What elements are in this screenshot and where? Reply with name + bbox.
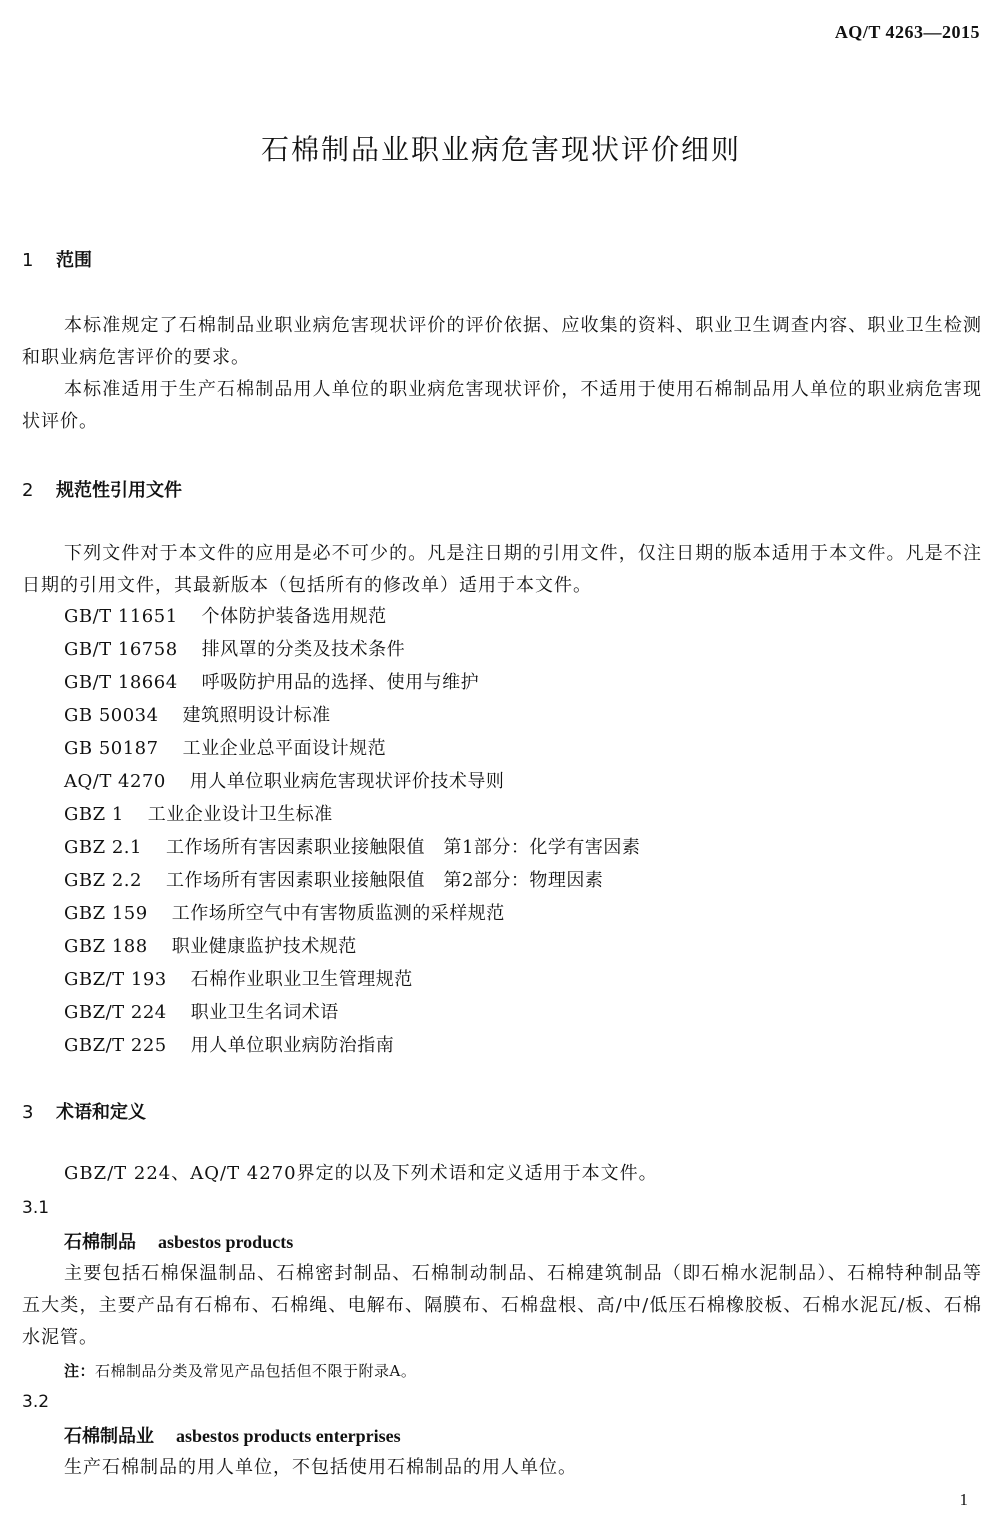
reference-title: 石棉作业职业卫生管理规范 — [190, 969, 413, 990]
reference-code: GBZ 2.2 — [64, 870, 142, 891]
section-3-paragraph-1: GBZ/T 224、AQ/T 4270界定的以及下列术语和定义适用于本文件。 — [64, 1163, 658, 1184]
reference-item — [64, 864, 603, 897]
term-3-1-definition: 主要包括石棉保温制品、石棉密封制品、石棉制动制品、石棉建筑制品（即石棉水泥制品）、石棉特种制品等五大类，主要产品有石棉布、石棉绳、电解布、隔膜布、石棉盘根、高/中/低压石棉橡胶板、石棉水泥瓦/板、石棉水泥管。 — [22, 1263, 982, 1348]
reference-code: GBZ/T 225 — [64, 1035, 167, 1056]
section-title: 规范性引用文件 — [56, 480, 182, 501]
section-title: 范围 — [56, 250, 92, 271]
section-1-heading — [22, 246, 92, 272]
standard-code: AQ/T 4263—2015 — [834, 22, 980, 42]
page-number: 1 — [959, 1490, 968, 1509]
section-3-heading — [22, 1098, 146, 1124]
term-chinese: 石棉制品业 — [64, 1426, 154, 1447]
reference-title: 呼吸防护用品的选择、使用与维护 — [201, 672, 480, 693]
reference-title: 用人单位职业病危害现状评价技术导则 — [189, 771, 505, 792]
reference-item — [64, 1029, 394, 1062]
reference-title: 工作场所有害因素职业接触限值 第2部分：物理因素 — [165, 870, 604, 891]
reference-code: GB 50187 — [64, 738, 159, 759]
reference-code: GB/T 18664 — [64, 672, 178, 693]
reference-code: GBZ/T 224 — [64, 1002, 167, 1023]
reference-item — [64, 897, 505, 930]
reference-item — [64, 798, 333, 831]
reference-item — [64, 699, 331, 732]
reference-item — [64, 600, 387, 633]
reference-title: 工作场所有害因素职业接触限值 第1部分：化学有害因素 — [165, 837, 641, 858]
term-3-2-definition: 生产石棉制品的用人单位，不包括使用石棉制品的用人单位。 — [64, 1457, 577, 1478]
term-english: asbestos products — [158, 1232, 294, 1252]
term-english: asbestos products enterprises — [176, 1426, 401, 1446]
reference-title: 用人单位职业病防治指南 — [190, 1035, 395, 1056]
reference-title: 职业健康监护技术规范 — [171, 936, 357, 957]
term-3-2-number: 3.2 — [22, 1392, 50, 1412]
reference-title: 工作场所空气中有害物质监测的采样规范 — [171, 903, 505, 924]
section-2-heading — [22, 476, 182, 502]
reference-code: GBZ 159 — [64, 903, 148, 924]
reference-item — [64, 963, 413, 996]
term-3-1-number: 3.1 — [22, 1198, 50, 1218]
reference-title: 建筑照明设计标准 — [182, 705, 331, 726]
reference-item — [64, 831, 640, 864]
reference-item — [64, 765, 504, 798]
reference-code: GB/T 11651 — [64, 606, 178, 627]
section-title: 术语和定义 — [56, 1102, 146, 1123]
reference-title: 个体防护装备选用规范 — [201, 606, 387, 627]
reference-item — [64, 930, 357, 963]
document-title: 石棉制品业职业病危害现状评价细则 — [260, 133, 741, 166]
section-2-paragraph-1: 下列文件对于本文件的应用是必不可少的。凡是注日期的引用文件，仅注日期的版本适用于本文件。凡是不注日期的引用文件，其最新版本（包括所有的修改单）适用于本文件。 — [22, 543, 982, 596]
term-3-2-heading — [64, 1422, 401, 1448]
reference-code: GBZ 188 — [64, 936, 148, 957]
note-label: 注： — [64, 1362, 96, 1380]
section-1-paragraph-1: 本标准规定了石棉制品业职业病危害现状评价的评价依据、应收集的资料、职业卫生调查内容、职业卫生检测和职业病危害评价的要求。 — [22, 315, 982, 368]
reference-item — [64, 732, 386, 765]
note-text: 石棉制品分类及常见产品包括但不限于附录A。 — [95, 1362, 417, 1380]
reference-code: GB/T 16758 — [64, 639, 178, 660]
reference-item — [64, 633, 405, 666]
term-3-1-heading — [64, 1228, 293, 1254]
section-number: 1 — [22, 250, 34, 271]
section-number: 3 — [22, 1102, 34, 1123]
reference-code: GB 50034 — [64, 705, 159, 726]
reference-title: 职业卫生名词术语 — [190, 1002, 339, 1023]
reference-title: 工业企业总平面设计规范 — [182, 738, 387, 759]
reference-code: GBZ/T 193 — [64, 969, 167, 990]
reference-title: 工业企业设计卫生标准 — [147, 804, 333, 825]
reference-item — [64, 666, 479, 699]
reference-title: 排风罩的分类及技术条件 — [201, 639, 406, 660]
reference-code: GBZ 2.1 — [64, 837, 142, 858]
term-3-1-note — [64, 1360, 416, 1381]
reference-code: AQ/T 4270 — [64, 771, 166, 792]
section-1-paragraph-2: 本标准适用于生产石棉制品用人单位的职业病危害现状评价，不适用于使用石棉制品用人单位的职业病危害现状评价。 — [22, 379, 982, 432]
term-chinese: 石棉制品 — [64, 1232, 136, 1253]
reference-code: GBZ 1 — [64, 804, 124, 825]
reference-item — [64, 996, 339, 1029]
section-number: 2 — [22, 480, 34, 501]
